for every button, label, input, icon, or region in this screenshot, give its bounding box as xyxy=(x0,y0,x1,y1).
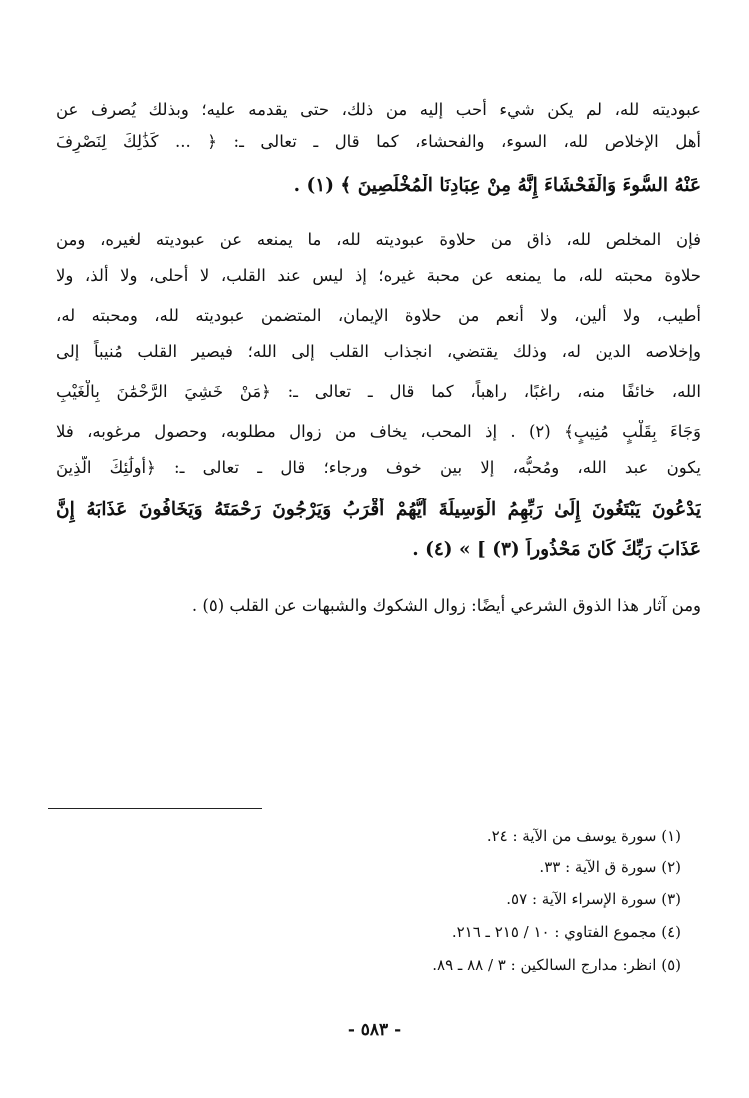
footnote-separator xyxy=(48,808,262,809)
body-line-5: حلاوة محبته لله، ما يمنعه عن محبة غيره؛ إذ ليس عند القلب، لا أحلى، ولا ألذ، ولا xyxy=(56,266,701,285)
body-line-11: يَدْعُونَ يَبْتَغُونَ إِلَىٰ رَبِّهِمُ الْوَسِيلَةَ أَيُّهُمْ أَقْرَبُ وَيَرْجُونَ رَحْمَتَهُ وَيَخَافُونَ عَذَابَهُ إِنَّ xyxy=(56,499,701,520)
body-line-9: وَجَاءَ بِقَلْبٍ مُنِيبٍ﴾ (٢) . إذ المحب، يخاف من زوال مطلوبه، وحصول مرغوبه، فلا xyxy=(56,422,701,441)
body-line-12: عَذَابَ رَبِّكَ كَانَ مَحْذُوراً (٣) ] » (٤) . xyxy=(412,539,701,560)
body-line-2: أهل الإخلاص لله، السوء، والفحشاء، كما قال ـ تعالى ـ: ﴿ ... كَذَٰلِكَ لِنَصْرِفَ xyxy=(56,132,701,151)
page-number: - ٥٨٣ - xyxy=(347,1020,402,1040)
body-line-13: ومن آثار هذا الذوق الشرعي أيضًا: زوال الشكوك والشبهات عن القلب (٥) . xyxy=(191,596,701,615)
body-line-6: أطيب، ولا ألين، ولا أنعم من حلاوة الإيمان، المتضمن عبوديته لله، ومحبته له، xyxy=(56,306,701,325)
body-line-3: عَنْهُ السُّوءَ وَالْفَحْشَاءَ إِنَّهُ مِنْ عِبَادِنَا الْمُخْلَصِينَ ﴾ (١) . xyxy=(293,175,701,196)
body-line-4: فإن المخلص لله، ذاق من حلاوة عبوديته لله، ما يمنعه عن عبوديته لغيره، ومن xyxy=(56,230,701,249)
body-line-7: وإخلاصه الدين له، وذلك يقتضي، انجذاب القلب إلى الله؛ فيصير القلب مُنيباً إلى xyxy=(56,342,701,361)
body-line-1: عبوديته لله، لم يكن شيء أحب إليه من ذلك، حتى يقدمه عليه؛ وبذلك يُصرف عن xyxy=(56,100,701,119)
body-line-8: الله، خائفًا منه، راغبًا، راهباً، كما قال ـ تعالى ـ: ﴿مَنْ خَشِيَ الرَّحْمَٰنَ بِالْغَيْبِ xyxy=(56,382,701,401)
footnote-5: (٥) انظر: مدارج السالكين : ٣ / ٨٨ ـ ٨٩. xyxy=(432,956,681,974)
footnote-1: (١) سورة يوسف من الآية : ٢٤. xyxy=(486,827,681,845)
footnote-3: (٣) سورة الإسراء الآية : ٥٧. xyxy=(506,890,681,908)
footnote-4: (٤) مجموع الفتاوي : ١٠ / ٢١٥ ـ ٢١٦. xyxy=(451,923,681,941)
body-line-10: يكون عبد الله، ومُحبُّه، إلا بين خوف ورجاء؛ قال ـ تعالى ـ: ﴿أُولَٰئِكَ الَّذِينَ xyxy=(56,458,701,477)
footnote-2: (٢) سورة ق الآية : ٣٣. xyxy=(539,858,681,876)
